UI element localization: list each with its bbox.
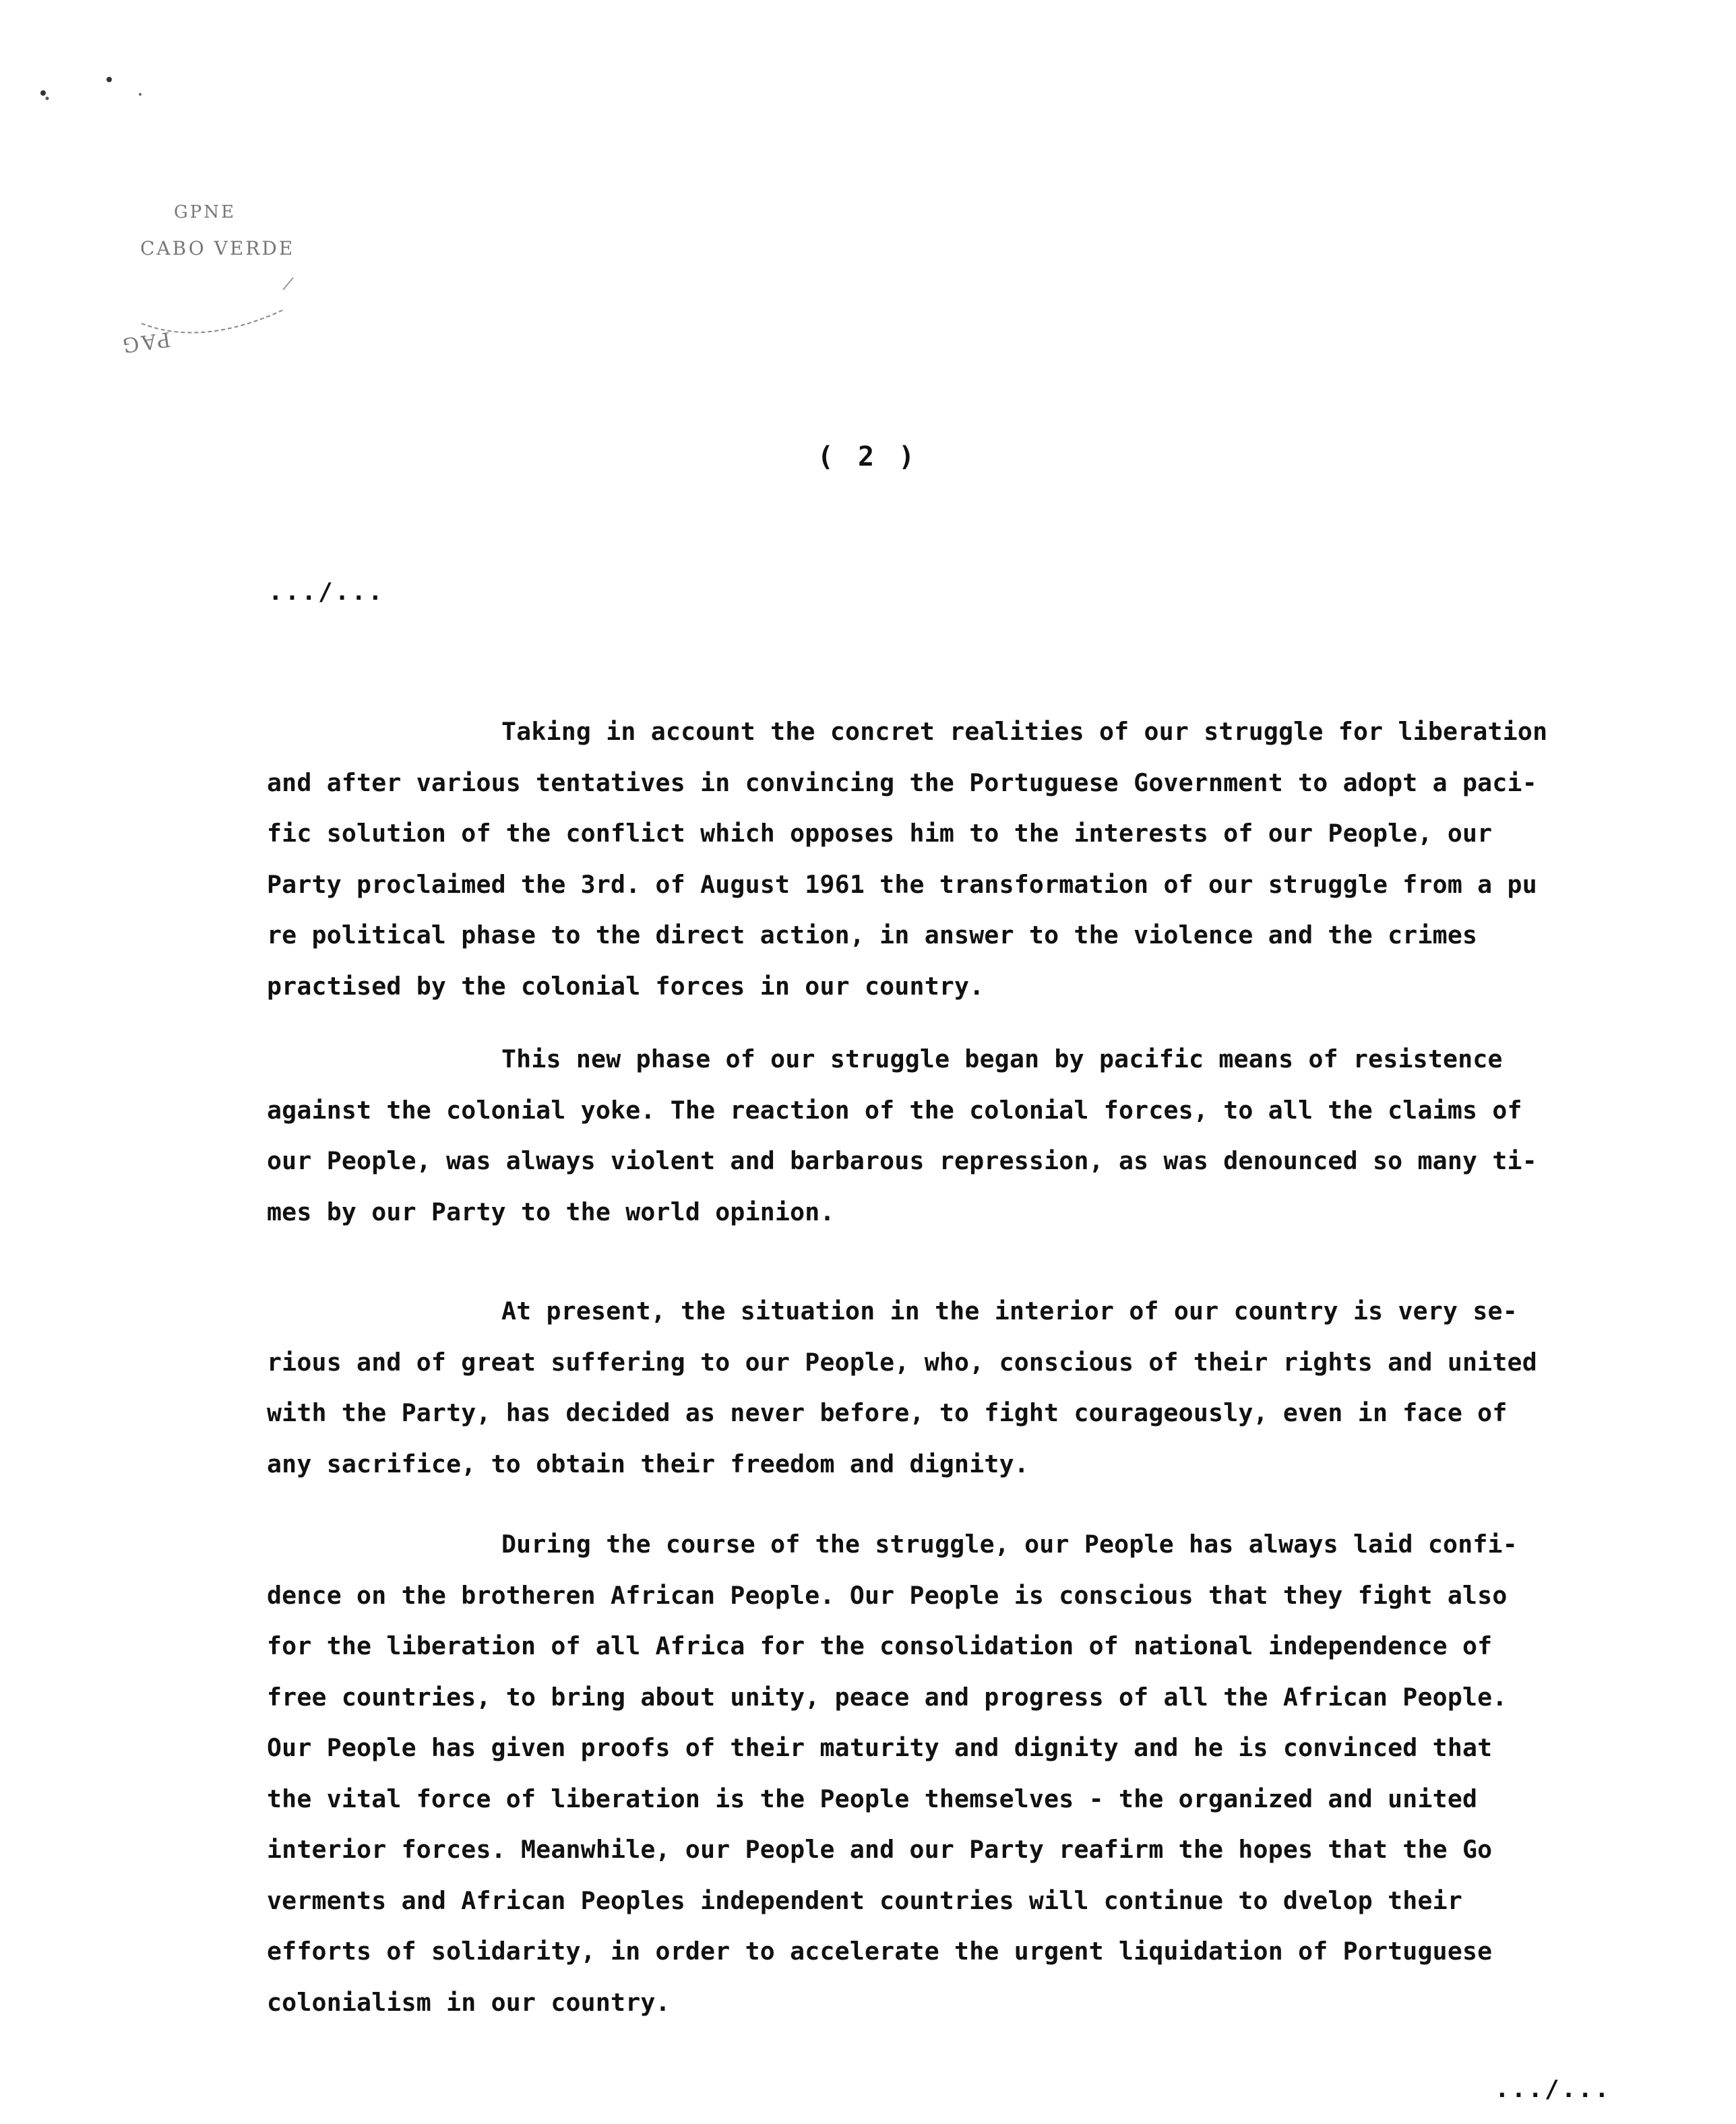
text-line: with the Party, has decided as never before, to fight courageously, even in face of	[267, 1398, 1508, 1427]
text-line: practised by the colonial forces in our country.	[267, 971, 985, 1001]
text-line: interior forces. Meanwhile, our People and our Party reafirm the hopes that the Go	[267, 1835, 1493, 1864]
text-line: Our People has given proofs of their maturity and dignity and he is convinced that	[267, 1733, 1493, 1762]
archive-stamp	[101, 189, 303, 404]
continuation-marker-top: .../...	[268, 578, 385, 606]
text-line: efforts of solidarity, in order to accelerate the urgent liquidation of Portuguese	[267, 1937, 1493, 1966]
text-line: and after various tentatives in convincing the Portuguese Government to adopt a paci-	[267, 768, 1537, 797]
text-line: colonialism in our country.	[267, 1987, 671, 2017]
text-line: rious and of great suffering to our People, who, conscious of their rights and united	[267, 1347, 1537, 1377]
text-line: mes by our Party to the world opinion.	[267, 1197, 835, 1226]
paragraph-3	[267, 1286, 1621, 1489]
scan-specks	[27, 67, 162, 121]
text-line: Taking in account the concret realities of our struggle for liberation	[501, 717, 1548, 746]
text-line: At present, the situation in the interior of our country is very se-	[501, 1297, 1518, 1325]
text-line: fic solution of the conflict which opposes him to the interests of our People, our	[267, 819, 1493, 848]
text-line: Party proclaimed the 3rd. of August 1961 the transformation of our struggle from a pu	[267, 869, 1537, 899]
text-line: re political phase to the direct action, in answer to the violence and the crimes	[267, 920, 1478, 949]
text-line: against the colonial yoke. The reaction of the colonial forces, to all the claims of	[267, 1095, 1522, 1125]
text-line: dence on the brotheren African People. Our People is conscious that they fight also	[267, 1580, 1508, 1610]
text-line: the vital force of liberation is the People themselves - the organized and united	[267, 1784, 1478, 1813]
stamp-line-1: GPNE	[174, 202, 236, 222]
stamp-line-2: CABO VERDE	[140, 237, 295, 259]
paragraph-2	[267, 1034, 1621, 1237]
text-line: any sacrifice, to obtain their freedom and dignity.	[267, 1449, 1029, 1478]
page-number: ( 2 )	[817, 441, 919, 472]
text-line: our People, was always violent and barbarous repression, as was denounced so many ti-	[267, 1146, 1537, 1175]
paragraph-4	[267, 1519, 1621, 2028]
text-line: verments and African Peoples independent countries will continue to dvelop their	[267, 1885, 1462, 1915]
continuation-marker-bottom: .../...	[1495, 2075, 1611, 2103]
paragraph-1	[267, 706, 1621, 1011]
text-line: This new phase of our struggle began by pacific means of resistence	[501, 1044, 1503, 1073]
text-line: for the liberation of all Africa for the consolidation of national independence of	[267, 1631, 1493, 1660]
text-line: During the course of the struggle, our People has always laid confi-	[501, 1530, 1518, 1559]
text-line: free countries, to bring about unity, peace and progress of all the African People.	[267, 1682, 1508, 1712]
stamp-code: PAG	[118, 326, 173, 358]
